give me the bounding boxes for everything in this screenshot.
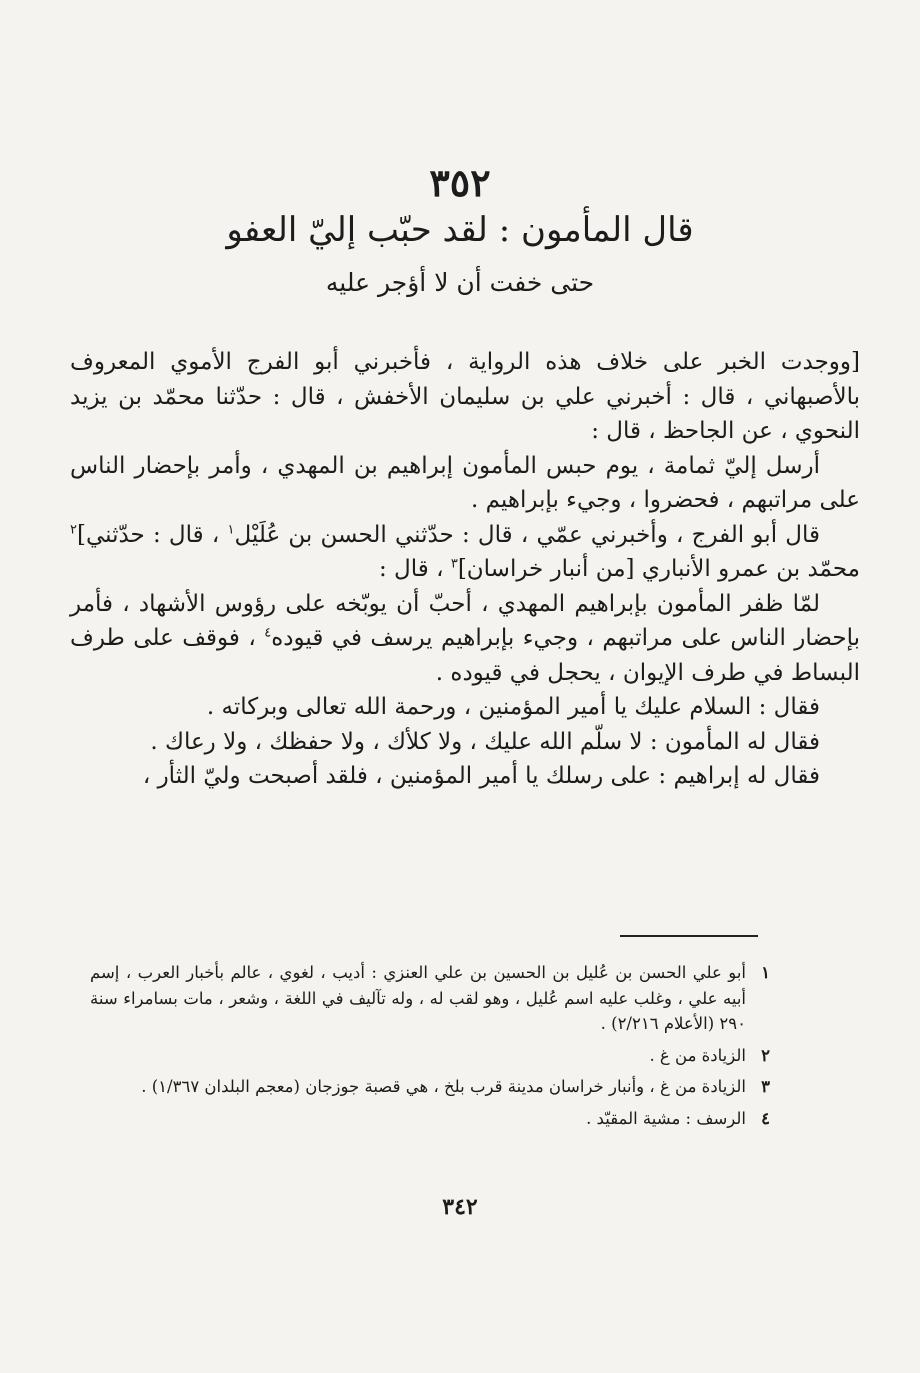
footnote-4 — [90, 1106, 770, 1132]
page-number: ٣٤٢ — [442, 1194, 478, 1220]
paragraph-5: فقال : السلام عليك يا أمير المؤمنين ، ورحمة الله تعالى وبركاته . — [206, 694, 820, 720]
paragraph-7: فقال له إبراهيم : على رسلك يا أمير المؤمنين ، فلقد أصبحت وليّ الثأر ، — [142, 763, 820, 789]
footnotes — [90, 960, 770, 1137]
footnote-2 — [90, 1043, 770, 1069]
paragraph-4-part-b: ، فوقف على طرف البساط في طرف الإيوان ، يحجل في قيوده . — [70, 625, 860, 686]
paragraph-3 — [70, 518, 860, 587]
footnote-text: الزيادة من غ ، وأنبار خراسان مدينة قرب بلخ ، هي قصبة جوزجان (معجم البلدان ١/٣٦٧) . — [141, 1077, 746, 1096]
main-text — [70, 345, 860, 794]
footnote-text: أبو علي الحسن بن عُليل بن الحسين بن علي العنزي : أديب ، لغوي ، عالم بأخبار العرب ، إسم أبيه علي ، وغلب عليه اسم عُليل ، وهو لقب له ، وله تآليف في اللغة ، وشعر ، مات بسامراء سنة ٢٩٠ (الأعلام ٢/٢١٦) . — [90, 963, 746, 1033]
footnote-number: ٣ — [761, 1077, 770, 1096]
paragraph-4 — [70, 587, 860, 691]
paragraph-3-part-b: ، قال : حدّثني] — [76, 521, 228, 548]
footnote-ref-3: ٣ — [450, 556, 458, 572]
paragraph-3-part-d: ، قال : — [379, 556, 451, 582]
footnote-text: الرسف : مشية المقيّد . — [586, 1108, 746, 1128]
paragraph-3-part-a: قال أبو الفرج ، وأخبرني عمّي ، قال : حدّثني الحسن بن عُلَيْل — [234, 521, 821, 548]
paragraph-2: أرسل إليّ ثمامة ، يوم حبس المأمون إبراهيم بن المهدي ، وأمر بإحضار الناس على مراتبهم ، فحضروا ، وجيء بإبراهيم . — [70, 452, 860, 513]
story-number: ٣٥٢ — [429, 160, 491, 205]
story-subtitle: حتى خفت أن لا أؤجر عليه — [325, 268, 595, 297]
footnote-text: الزيادة من غ . — [649, 1045, 746, 1065]
paragraph-3-part-c: محمّد بن عمرو الأنباري [من أنبار خراسان] — [457, 556, 860, 582]
paragraph-6: فقال له المأمون : لا سلّم الله عليك ، ولا كلأك ، ولا حفظك ، ولا رعاك . — [150, 728, 820, 755]
story-title: قال المأمون : لقد حبّب إليّ العفو — [226, 210, 694, 250]
paragraph-1: [ووجدت الخبر على خلاف هذه الرواية ، فأخبرني أبو الفرج الأموي المعروف بالأصبهاني ، قال : أخبرني علي بن سليمان الأخفش ، قال : حدّثنا محمّد بن يزيد النحوي ، عن الجاحظ ، قال : — [70, 349, 860, 444]
footnote-divider — [620, 935, 758, 937]
footnote-ref-2: ٢ — [70, 521, 77, 537]
footnote-ref-1: ١ — [227, 521, 235, 537]
footnote-number: ٢ — [761, 1045, 770, 1065]
footnote-1 — [90, 960, 770, 1037]
footnote-number: ١ — [761, 963, 770, 982]
footnote-3 — [90, 1074, 770, 1100]
paragraph-4-part-a: لمّا ظفر المأمون بإبراهيم المهدي ، أحبّ أن يوبّخه على رؤوس الأشهاد ، فأمر بإحضار الناس على مراتبهم ، وجيء بإبراهيم يرسف في قيوده — [70, 590, 860, 651]
footnote-ref-4: ٤ — [264, 625, 272, 641]
footnote-number: ٤ — [761, 1108, 770, 1128]
